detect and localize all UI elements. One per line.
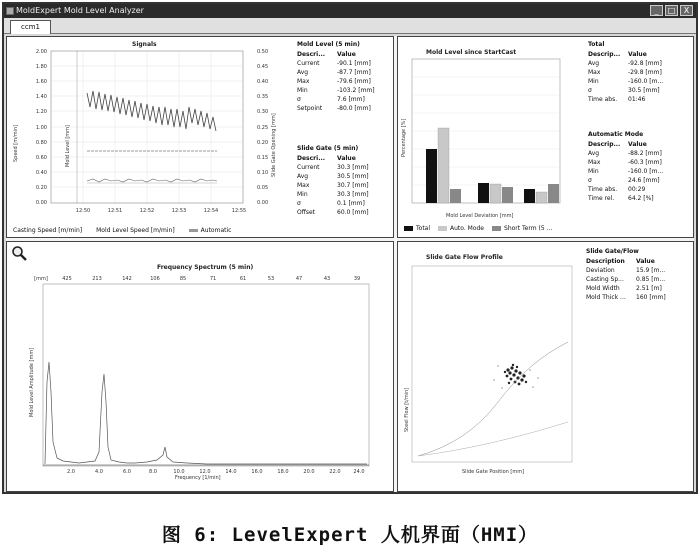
top-tick: 47 bbox=[295, 276, 303, 282]
right-tick: 0.00 bbox=[257, 200, 269, 206]
flow-profile-ylabel: Steel Flow [t/min] bbox=[404, 387, 410, 432]
left-tick: 1.20 bbox=[35, 109, 47, 115]
x-tick: 12:53 bbox=[171, 208, 187, 214]
col-desc[interactable]: Description bbox=[586, 258, 625, 265]
bar-short[interactable] bbox=[548, 184, 559, 203]
table-row: Deviation 15.9 [m... bbox=[586, 267, 666, 274]
top-tick: 39 bbox=[353, 276, 361, 282]
bar-auto[interactable] bbox=[490, 184, 501, 203]
table-row: Avg -87.7 [mm] bbox=[297, 69, 371, 76]
tab-strip bbox=[4, 18, 696, 34]
mlss-title: Mold Level since StartCast bbox=[426, 49, 517, 56]
top-tick: [mm] bbox=[34, 276, 48, 282]
flow-profile-chart bbox=[398, 242, 583, 492]
bar-total[interactable] bbox=[426, 149, 437, 203]
top-tick: 213 bbox=[92, 276, 102, 282]
col-desc[interactable]: Descrip... bbox=[588, 141, 621, 148]
top-tick: 142 bbox=[122, 276, 132, 282]
frequency-xlabel: Frequency [1/min] bbox=[175, 475, 221, 481]
figure-caption: 图 6: LevelExpert 人机界面（HMI） bbox=[161, 524, 539, 546]
automatic-mode-table bbox=[588, 131, 680, 203]
left-tick: 0.00 bbox=[35, 200, 47, 206]
right-tick: 0.30 bbox=[257, 109, 269, 115]
bottom-tick: 18.0 bbox=[277, 469, 289, 475]
bottom-tick: 24.0 bbox=[353, 469, 365, 475]
table-row: Min -103.2 [mm] bbox=[297, 87, 375, 94]
signals-chart bbox=[7, 37, 297, 238]
table-row: Max -79.6 [mm] bbox=[297, 78, 371, 85]
top-tick: 71 bbox=[209, 276, 217, 282]
window-title: MoldExpert Mold Level Analyzer bbox=[16, 6, 144, 15]
flow-profile-title: Slide Gate Flow Profile bbox=[426, 254, 503, 261]
x-tick: 12:55 bbox=[231, 208, 247, 214]
table-row: Avg 30.5 [mm] bbox=[297, 173, 369, 180]
mlss-chart bbox=[398, 37, 583, 238]
table-row: Min -160.0 [m... bbox=[588, 168, 664, 175]
table-row: σ 24.6 [mm] bbox=[588, 177, 660, 184]
left-tick: 1.60 bbox=[35, 79, 47, 85]
right-tick: 0.15 bbox=[257, 155, 269, 161]
table-row: Min 30.3 [mm] bbox=[297, 191, 369, 198]
bar-auto[interactable] bbox=[536, 192, 547, 203]
mold-level-table bbox=[297, 41, 389, 113]
slide-gate-table bbox=[297, 145, 389, 217]
signals-title: Signals bbox=[132, 41, 157, 48]
bar-short[interactable] bbox=[450, 189, 461, 203]
bottom-tick: 2.0 bbox=[67, 469, 75, 475]
tab-ccm1[interactable]: ccm1 bbox=[10, 20, 51, 34]
col-desc[interactable]: Descri... bbox=[297, 155, 326, 162]
frequency-ylabel: Mold Level Amplitude [mm] bbox=[29, 347, 35, 417]
legend-casting-speed[interactable]: Casting Speed [m/min] bbox=[13, 227, 83, 234]
minimize-button[interactable]: _ bbox=[650, 5, 663, 16]
table-row: σ 0.1 [mm] bbox=[297, 200, 365, 207]
x-tick: 12:51 bbox=[107, 208, 123, 214]
signals-right-axis-label: Slide Gate Opening [mm] bbox=[271, 113, 277, 177]
mlss-xlabel: Mold Level Deviation [mm] bbox=[446, 213, 514, 219]
right-tick: 0.05 bbox=[257, 185, 269, 191]
automatic-mode-title: Automatic Mode bbox=[588, 131, 644, 138]
top-tick: 425 bbox=[62, 276, 72, 282]
top-tick: 85 bbox=[179, 276, 187, 282]
dashboard bbox=[6, 36, 694, 492]
table-row: Casting Sp... 0.85 [m... bbox=[586, 276, 666, 283]
left-tick: 1.40 bbox=[35, 94, 47, 100]
bottom-tick: 16.0 bbox=[251, 469, 263, 475]
signals-panel bbox=[6, 36, 394, 238]
table-row: Current -90.1 [mm] bbox=[297, 60, 371, 67]
right-tick: 0.10 bbox=[257, 170, 269, 176]
signals-left-axis-label: Speed [m/min] bbox=[13, 124, 19, 162]
top-tick: 106 bbox=[150, 276, 160, 282]
top-tick: 53 bbox=[267, 276, 275, 282]
title-bar bbox=[4, 4, 696, 18]
legend-mold-level-speed[interactable]: Mold Level Speed [m/min] bbox=[96, 227, 175, 234]
table-row: Max -60.3 [mm] bbox=[588, 159, 662, 166]
left-tick: 1.00 bbox=[35, 125, 47, 131]
signals-mid-axis-label: Mold Level [mm] bbox=[65, 125, 71, 167]
bar-total[interactable] bbox=[478, 183, 489, 203]
bottom-tick: 8.0 bbox=[149, 469, 157, 475]
col-desc[interactable]: Descri... bbox=[297, 51, 326, 58]
table-row: σ 30.5 [mm] bbox=[588, 87, 660, 94]
signals-legend bbox=[13, 227, 231, 234]
legend-total[interactable]: Total bbox=[404, 225, 430, 232]
bottom-tick: 14.0 bbox=[225, 469, 237, 475]
col-value[interactable]: Value bbox=[337, 155, 356, 162]
total-title: Total bbox=[588, 41, 605, 48]
slide-gate-title: Slide Gate (5 min) bbox=[297, 145, 359, 152]
bottom-tick: 22.0 bbox=[329, 469, 341, 475]
right-tick: 0.40 bbox=[257, 79, 269, 85]
legend-auto-mode[interactable]: Auto. Mode bbox=[438, 225, 484, 232]
left-tick: 0.60 bbox=[35, 155, 47, 161]
maximize-button[interactable]: □ bbox=[665, 5, 678, 16]
table-row: Time abs. 01:46 bbox=[588, 96, 646, 103]
x-tick: 12:50 bbox=[75, 208, 91, 214]
right-tick: 0.50 bbox=[257, 49, 269, 55]
col-desc[interactable]: Descrip... bbox=[588, 51, 621, 58]
table-row: Time abs. 00:29 bbox=[588, 186, 646, 193]
slide-gate-flow-table bbox=[586, 248, 688, 302]
col-value[interactable]: Value bbox=[636, 258, 655, 265]
bottom-tick: 6.0 bbox=[123, 469, 131, 475]
left-tick: 0.20 bbox=[35, 185, 47, 191]
right-tick: 0.45 bbox=[257, 64, 269, 70]
table-row: Mold Width 2.51 [m] bbox=[586, 285, 662, 292]
flow-profile-xlabel: Slide Gate Position [mm] bbox=[462, 469, 525, 475]
bottom-tick: 12.0 bbox=[199, 469, 211, 475]
top-tick: 43 bbox=[323, 276, 331, 282]
table-row: Mold Thick ... 160 [mm] bbox=[586, 294, 666, 301]
table-row: Setpoint -80.0 [mm] bbox=[297, 105, 371, 112]
slide-gate-flow-title: Slide Gate/Flow bbox=[586, 248, 639, 255]
bottom-tick: 20.0 bbox=[303, 469, 315, 475]
frequency-title: Frequency Spectrum (5 min) bbox=[157, 264, 254, 271]
col-value[interactable]: Value bbox=[628, 51, 647, 58]
mlss-legend bbox=[404, 225, 552, 232]
table-row: Max 30.7 [mm] bbox=[297, 182, 369, 189]
bar-total[interactable] bbox=[524, 189, 535, 203]
total-table bbox=[588, 41, 680, 104]
frequency-chart bbox=[7, 242, 394, 492]
bar-auto[interactable] bbox=[438, 128, 449, 203]
table-row: Avg -92.8 [mm] bbox=[588, 60, 662, 67]
mlss-ylabel: Percentage [%] bbox=[401, 118, 407, 157]
right-tick: 0.25 bbox=[257, 125, 269, 131]
legend-automatic[interactable]: Automatic bbox=[189, 227, 232, 234]
top-tick: 61 bbox=[239, 276, 247, 282]
bottom-tick: 10.0 bbox=[173, 469, 185, 475]
x-tick: 12:52 bbox=[139, 208, 155, 214]
legend-short-term[interactable]: Short Term (5 ... bbox=[492, 225, 552, 232]
mold-level-since-start-panel bbox=[397, 36, 694, 238]
table-row: Offset 60.0 [mm] bbox=[297, 209, 369, 216]
left-tick: 0.40 bbox=[35, 170, 47, 176]
col-value[interactable]: Value bbox=[628, 141, 647, 148]
x-tick: 12:54 bbox=[203, 208, 219, 214]
bottom-tick: 4.0 bbox=[95, 469, 103, 475]
mold-level-title: Mold Level (5 min) bbox=[297, 41, 360, 48]
slide-gate-flow-profile-panel bbox=[397, 241, 694, 492]
frequency-spectrum-panel bbox=[6, 241, 394, 492]
col-value[interactable]: Value bbox=[337, 51, 356, 58]
left-tick: 0.80 bbox=[35, 140, 47, 146]
table-row: Current 30.3 [mm] bbox=[297, 164, 369, 171]
table-row: Avg -88.2 [mm] bbox=[588, 150, 662, 157]
app-window bbox=[2, 2, 698, 494]
table-row: σ 7.6 [mm] bbox=[297, 96, 365, 103]
app-icon bbox=[6, 7, 14, 15]
left-tick: 1.80 bbox=[35, 64, 47, 70]
table-row: Max -29.8 [mm] bbox=[588, 69, 662, 76]
left-tick: 2.00 bbox=[35, 49, 47, 55]
right-tick: 0.20 bbox=[257, 140, 269, 146]
table-row: Time rel. 64.2 [%] bbox=[588, 195, 654, 202]
table-row: Min -160.0 [m... bbox=[588, 78, 664, 85]
bar-short[interactable] bbox=[502, 187, 513, 203]
right-tick: 0.35 bbox=[257, 94, 269, 100]
close-button[interactable]: X bbox=[680, 5, 693, 16]
